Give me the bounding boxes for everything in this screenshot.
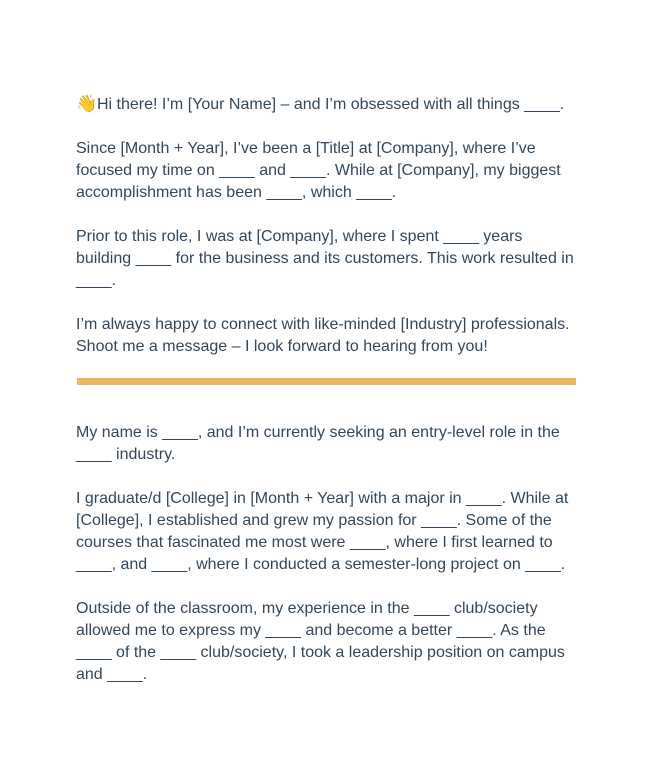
prior-role-paragraph: Prior to this role, I was at [Company], where I spent ____ years building ____ for the business and its customers. This work resulted in ____. [76,228,574,289]
connect-paragraph: I’m always happy to connect with like-minded [Industry] professionals. Shoot me a message – I look forward to hearing from you! [76,316,570,355]
waving-hand-icon: 👋 [76,94,98,113]
current-role-paragraph: Since [Month + Year], I’ve been a [Title] at [Company], where I’ve focused my time on ____ and ____. While at [Company], my biggest accomplishment has been ____, which ____. [76,140,561,201]
intro-paragraph: My name is ____, and I’m currently seeking an entry-level role in the ____ industry. [76,424,560,463]
section-divider [77,378,576,385]
education-paragraph: I graduate/d [College] in [Month + Year] with a major in ____. While at [College], I established and grew my passion for ____. Some of the courses that fascinated me most were ____, where I first learned to ____, and ____, where I conducted a semester-long project on ____. [76,490,569,573]
greeting-text: Hi there! I’m [Your Name] – and I’m obsessed with all things ____. [97,96,565,113]
extracurricular-paragraph: Outside of the classroom, my experience in the ____ club/society allowed me to express my ____ and become a better ____. As the ____ of the ____ club/society, I took a leadership position on campus and ____. [76,600,565,683]
greeting-paragraph [76,93,581,116]
document-body [76,93,581,708]
